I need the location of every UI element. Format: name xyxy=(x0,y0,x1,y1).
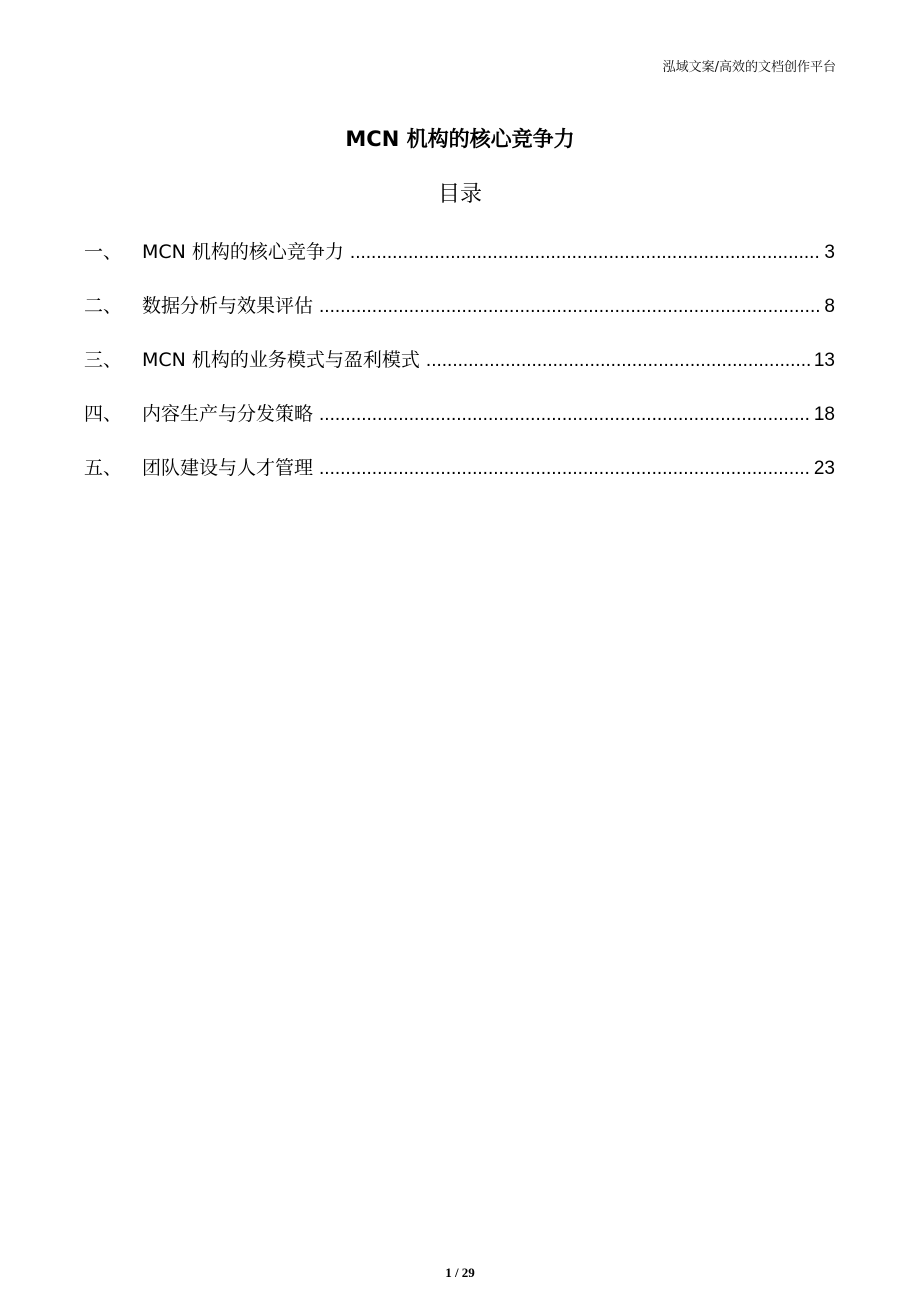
toc-entry-page: 3 xyxy=(824,242,835,263)
toc-entry-page: 23 xyxy=(813,458,835,479)
toc-entry-page: 13 xyxy=(813,350,835,371)
toc-entry-title: 内容生产与分发策略 xyxy=(142,403,314,425)
toc-dot-leader xyxy=(319,291,820,323)
toc-entry-number: 五、 xyxy=(84,457,123,479)
toc-dot-leader xyxy=(319,453,810,485)
toc-entry-number: 三、 xyxy=(84,349,123,371)
document-title: MCN 机构的核心竞争力 xyxy=(345,127,575,151)
page-header: 泓域文案/高效的文档创作平台 xyxy=(662,60,836,75)
toc-dot-leader xyxy=(426,345,810,377)
toc-entry-title: 数据分析与效果评估 xyxy=(142,295,314,317)
toc-entry-title: MCN 机构的业务模式与盈利模式 xyxy=(142,349,420,371)
toc-entry-title: 团队建设与人才管理 xyxy=(142,457,314,479)
toc-entry-1[interactable] xyxy=(84,236,835,268)
toc-entry-2[interactable] xyxy=(84,290,835,322)
toc-entry-5[interactable] xyxy=(84,452,835,484)
toc-entry-number: 一、 xyxy=(84,241,123,263)
toc-entry-4[interactable] xyxy=(84,398,835,430)
toc-entry-page: 8 xyxy=(824,296,835,317)
toc-dot-leader xyxy=(350,237,821,269)
toc-entry-number: 二、 xyxy=(84,295,123,317)
table-of-contents xyxy=(84,236,835,506)
toc-entry-page: 18 xyxy=(813,404,835,425)
page-number-footer: 1 / 29 xyxy=(445,1265,475,1280)
toc-entry-number: 四、 xyxy=(84,403,123,425)
toc-dot-leader xyxy=(319,399,810,431)
toc-entry-3[interactable] xyxy=(84,344,835,376)
toc-entry-title: MCN 机构的核心竞争力 xyxy=(142,241,344,263)
toc-heading: 目录 xyxy=(437,182,482,207)
